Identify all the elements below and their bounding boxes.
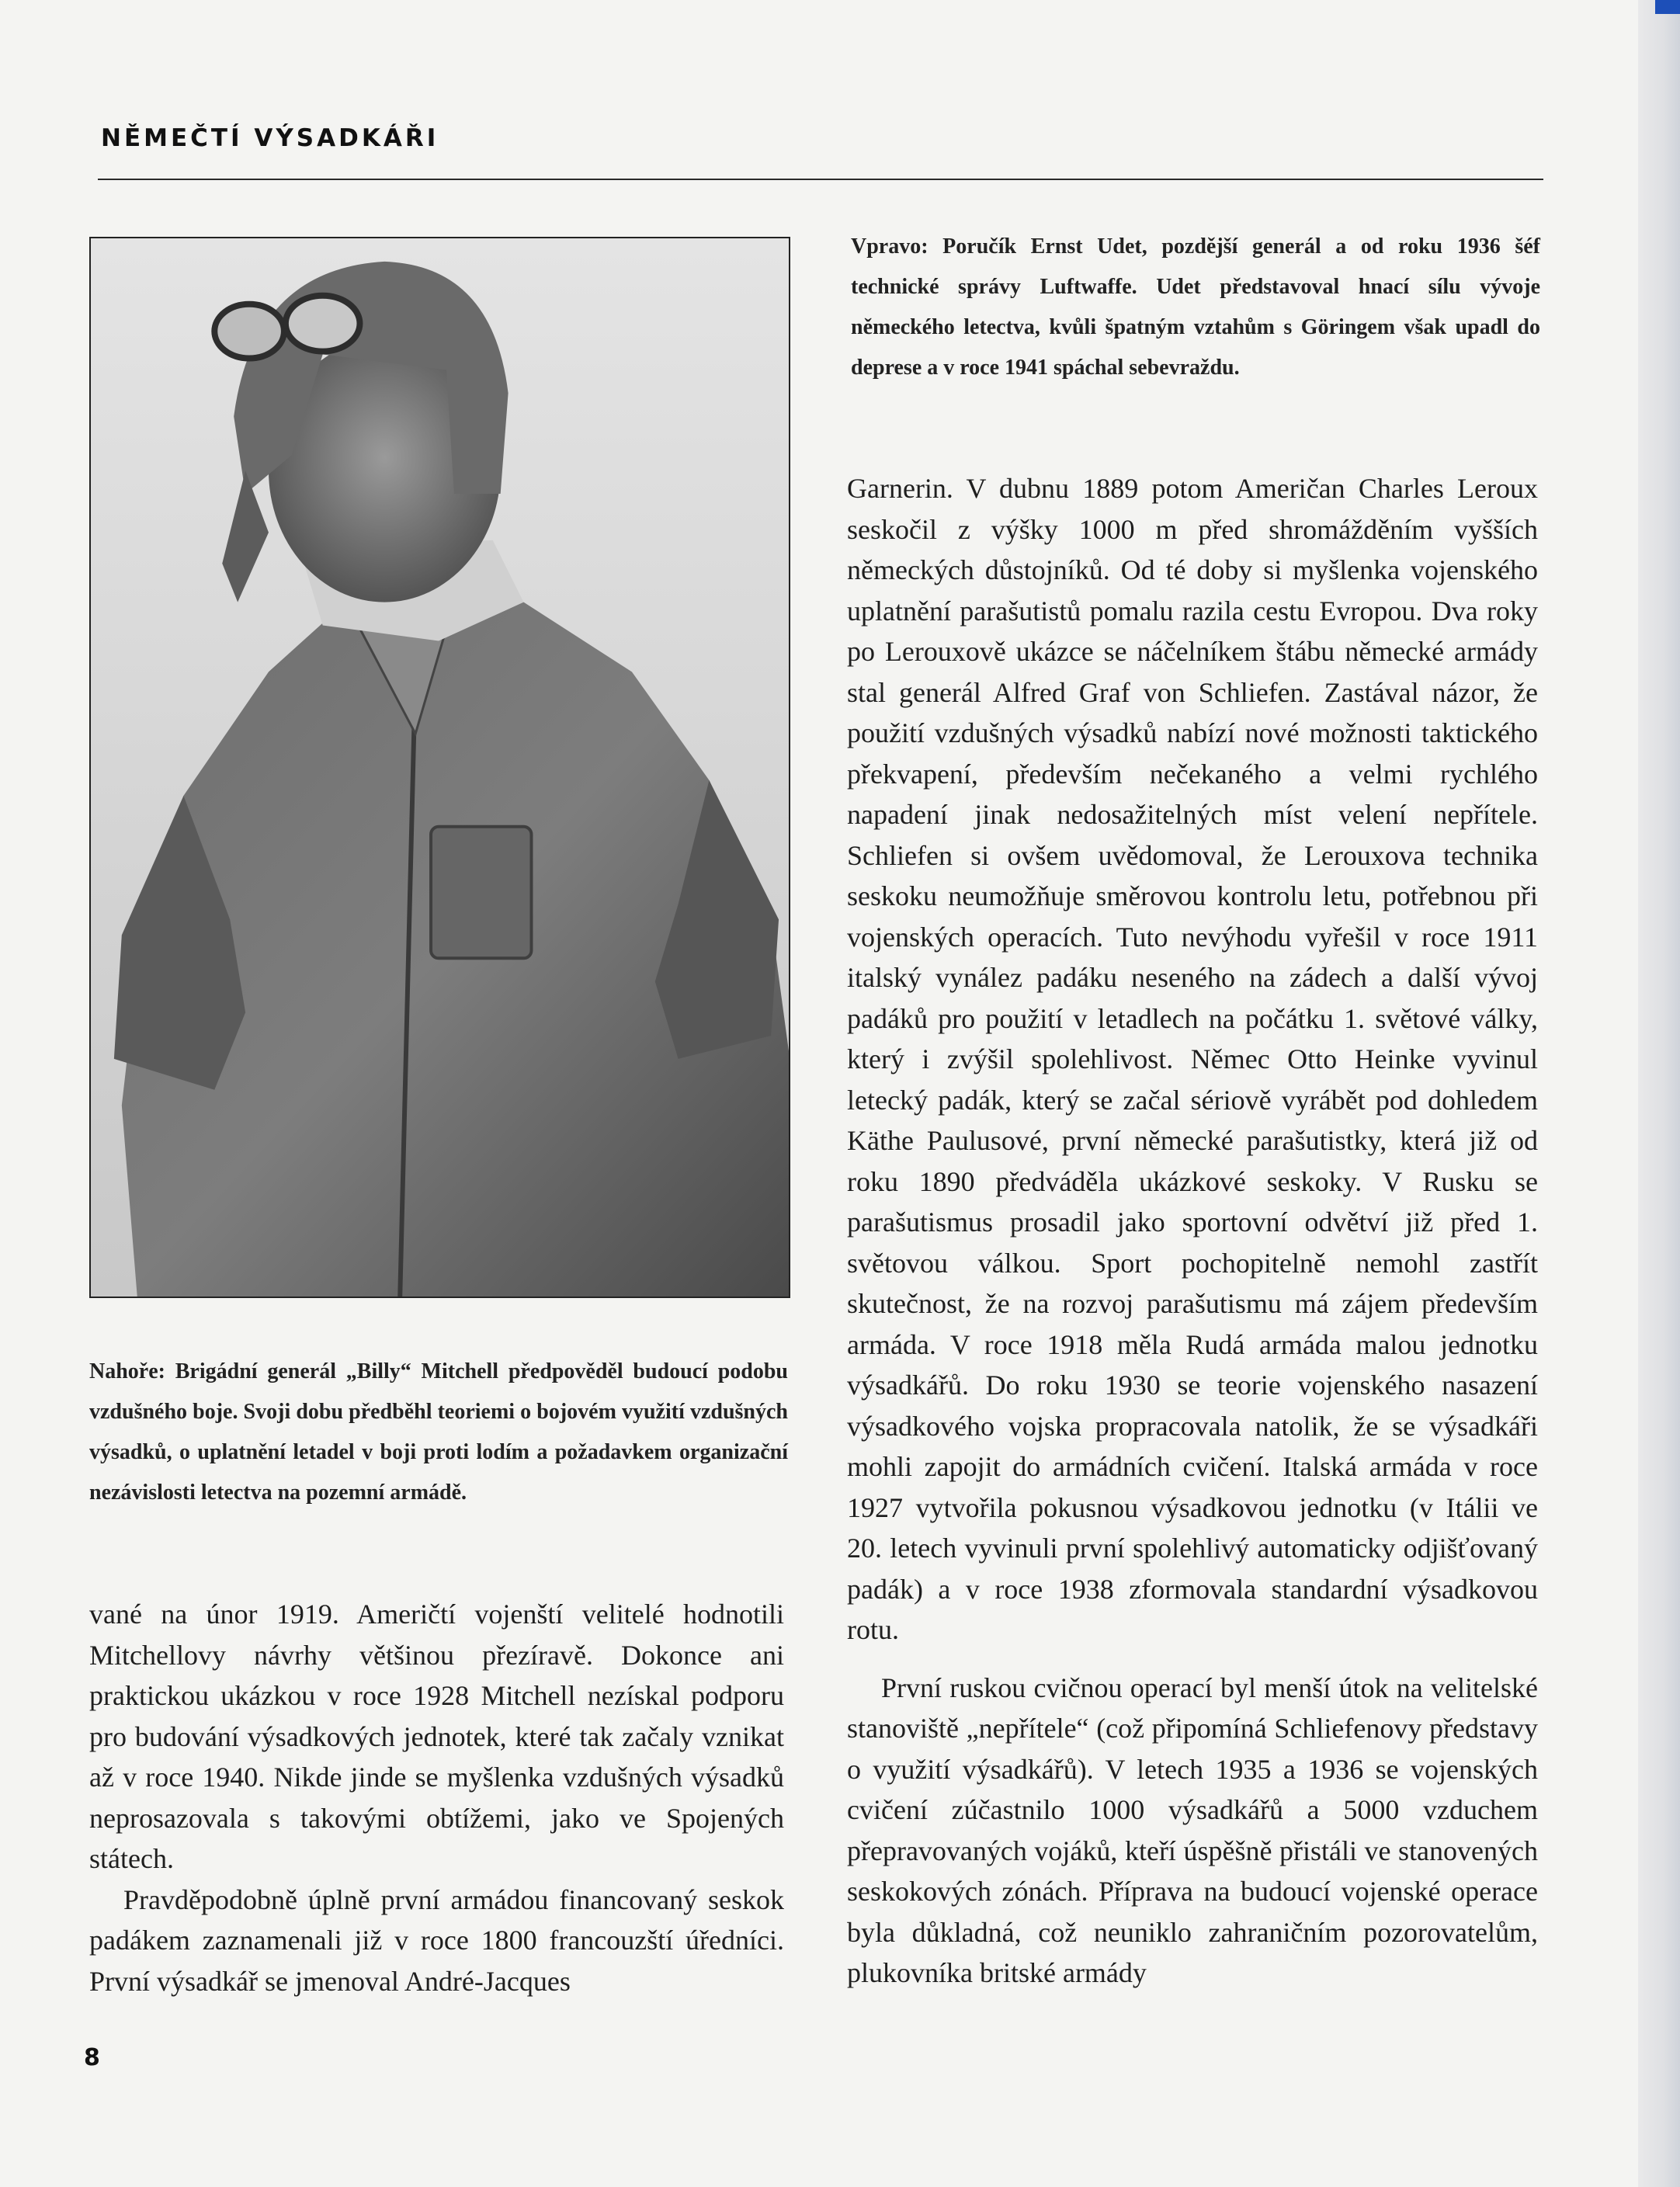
chest-pocket bbox=[431, 827, 531, 959]
page-edge-mark bbox=[1655, 0, 1680, 14]
portrait-illustration bbox=[91, 238, 789, 1297]
right-paragraph-2: První ruskou cvičnou operací byl menší útok na velitelské stanoviště „nepřítele“ (což připomíná Schliefenovy představy o využití výsadkářů). V letech 1935 a 1936 se vojenských cvičení zúčastnilo 1000 výsadkářů a 5000 vzduchem přepravovaných vojáků, kteří úspěšně přistáli ve stanovených seskokových zónách. Příprava na budoucí vojenské operace byla důkladná, což neuniklo zahraničním pozorovatelům, plukovníka britské armády bbox=[847, 1671, 1538, 1988]
left-paragraph-1: vané na únor 1919. Američtí vojenští velitelé hodnotili Mitchellovy návrhy většinou přezíravě. Dokonce ani praktickou ukázkou v roce 1928 Mitchell nezískal podporu pro budování výsadkových jednotek, které tak začaly vznikat až v roce 1940. Nikde jinde se myšlenka vzdušných výsadků neprosazovala s takovými obtížemi, jako ve Spojených státech. bbox=[89, 1599, 784, 1874]
running-head: NĚMEČTÍ VÝSADKÁŘI bbox=[101, 124, 439, 152]
right-column-text bbox=[847, 468, 1538, 1994]
right-paragraph-1: Garnerin. V dubnu 1889 potom Američan Charles Leroux seskočil z výšky 1000 m před shromážděním vyšších německých důstojníků. Od té doby si myšlenka vojenského uplatnění parašutistů pomalu razila cestu Evropou. Dva roky po Lerouxově ukázce se náčelníkem štábu německé armády stal generál Alfred Graf von Schliefen. Zastával názor, že použití vzdušných výsadků nabízí nové možnosti taktického překvapení, především nečekaného a velmi rychlého napadení jinak nedosažitelných míst velení nepřítele. Schliefen si ovšem uvědomoval, že Lerouxova technika seskoku neumožňuje směrovou kontrolu letu, potřebnou při vojenských operacích. Tuto nevýhodu vyřešil v roce 1911 italský vynález padáku neseného na zádech a další vývoj padáků pro použití v letadlech na počátku 1. světové války, který i zvýšil spolehlivost. Němec Otto Heinke vyvinul letecký padák, který se začal sériově vyrábět pod dohledem Käthe Paulusové, první německé parašutistky, která již od roku 1890 předváděla ukázkové seskoky. V Rusku se parašutismus prosadil jako sportovní odvětví již před 1. světovou válkou. Sport pochopitelně nemohl zastřít skutečnost, že na rozvoj parašutismu má zájem především armáda. V roce 1918 měla Rudá armáda malou jednotku výsadkářů. Do roku 1930 se teorie vojenského nasazení výsadkového vojska propracovala natolik, že se výsadkáři mohli zapojit do armádních cvičení. Italská armáda v roce 1927 vytvořila pokusnou výsadkovou jednotku (v Itálii ve 20. letech vyvinuli první spolehlivý automaticky odjišťovaný padák) a v roce 1938 zformovala standardní výsadkovou rotu. bbox=[847, 473, 1538, 1645]
caption-udet: Vpravo: Poručík Ernst Udet, pozdější generál a od roku 1936 šéf technické správy Luftwaffe. Udet představoval hnací sílu vývoje německého letectva, kvůli špatným vztahům s Göringem však upadl do deprese a v roce 1941 spáchal sebevraždu. bbox=[851, 234, 1540, 380]
left-paragraph-2: Pravděpodobně úplně první armádou financovaný seskok padákem zaznamenali již v roce 1800 francouzští úředníci. První výsadkář se jmenoval André-Jacques bbox=[89, 1883, 784, 1997]
caption-mitchell: Nahoře: Brigádní generál „Billy“ Mitchell předpověděl budoucí podobu vzdušného boje. Svoji dobu předběhl teoriemi o bojovém využití vzdušných výsadků, o uplatnění letadel v boji proti lodím a požadavkem organizační nezávislosti letectva na pozemní armádě. bbox=[89, 1359, 788, 1505]
page-edge bbox=[1638, 0, 1680, 2187]
mitchell-photo bbox=[89, 237, 790, 1298]
goggle-right bbox=[286, 296, 360, 352]
page-number: 8 bbox=[84, 2044, 100, 2071]
left-column-text bbox=[89, 1594, 784, 2001]
header-rule bbox=[98, 179, 1543, 180]
goggle-left bbox=[214, 304, 284, 359]
